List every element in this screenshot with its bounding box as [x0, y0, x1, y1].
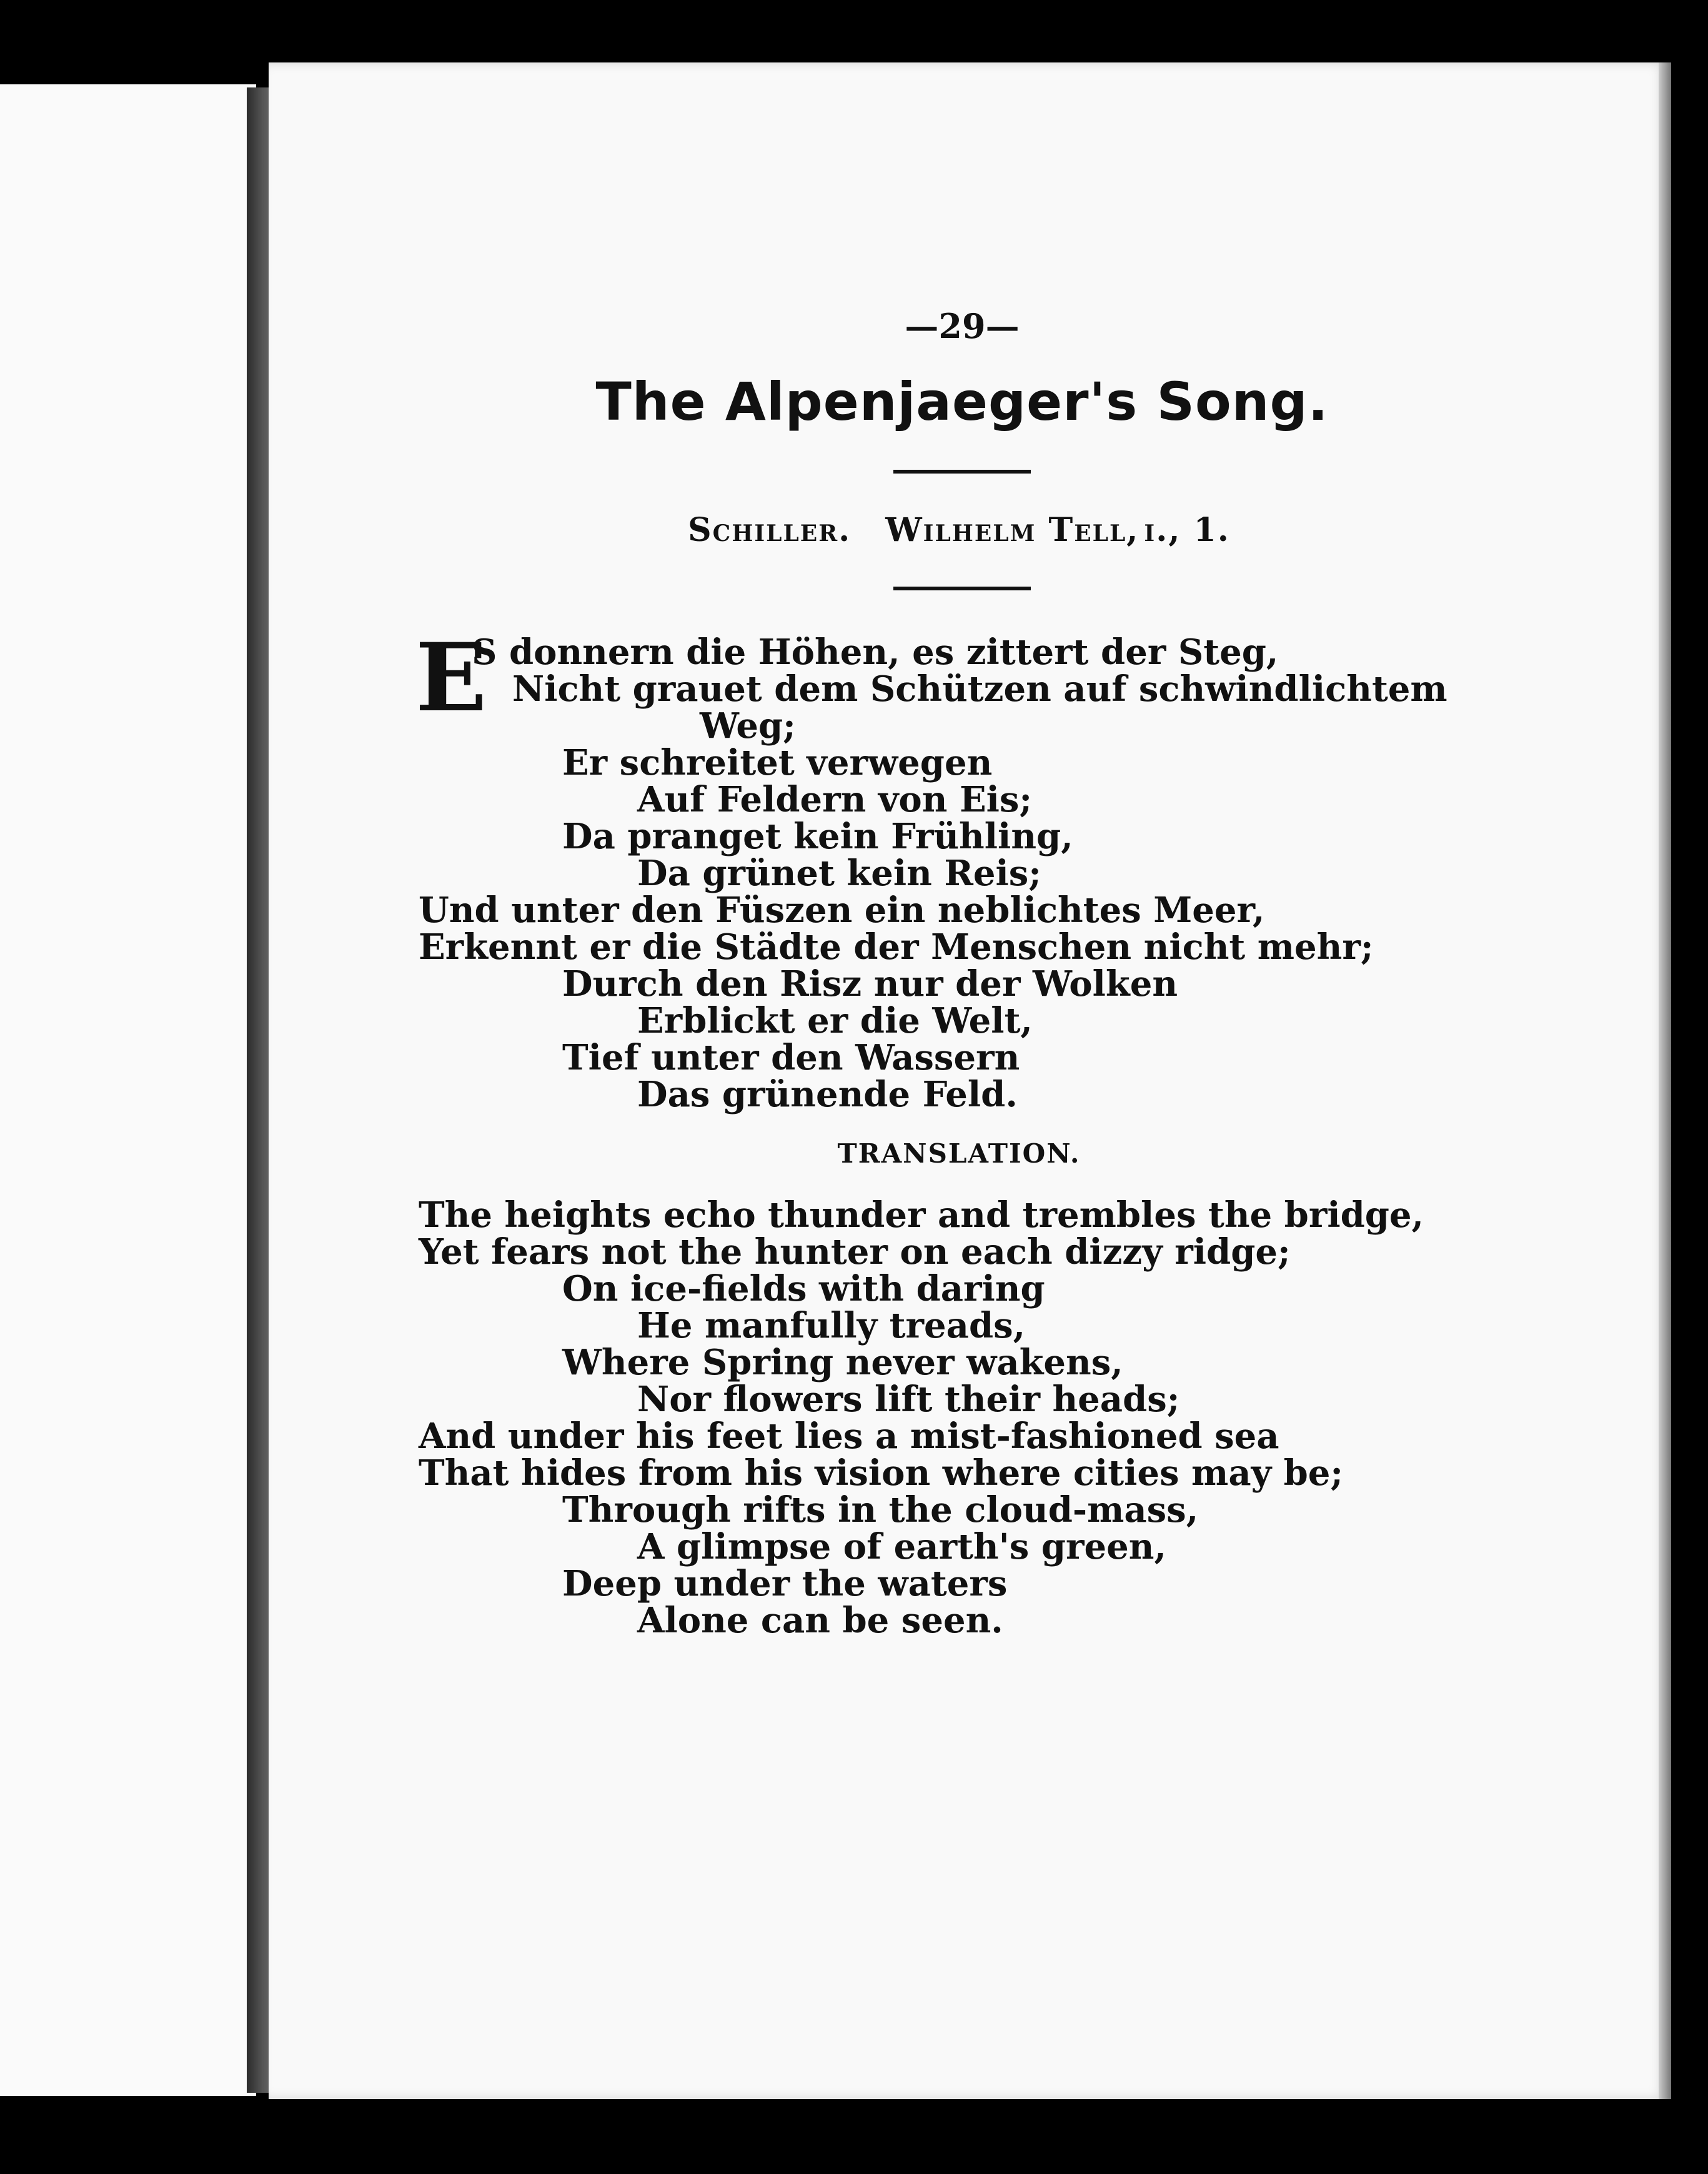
translation-heading: TRANSLATION. [837, 1138, 1081, 1169]
poem-line: Da grünet kein Reis; [637, 853, 1041, 894]
poem-line: The heights echo thunder and trembles the bridge, [419, 1194, 1424, 1236]
poem-line: Nicht grauet dem Schützen auf schwindlichtem [512, 668, 1447, 710]
poem-line: He manfully treads, [637, 1305, 1026, 1346]
german-poem [406, 623, 1468, 1115]
poem-line: Er schreitet verwegen [562, 742, 993, 783]
poem-line: S donnern die Höhen, es zittert der Steg, [472, 632, 1279, 673]
poem-line: Durch den Risz nur der Wolken [562, 963, 1178, 1005]
drop-cap: E [415, 623, 487, 733]
poem-line: Erkennt er die Städte der Menschen nicht mehr; [419, 926, 1374, 968]
poem-line: Deep under the waters [562, 1563, 1008, 1604]
poem-line: On ice-fields with daring [562, 1268, 1045, 1309]
poem-line: Auf Feldern von Eis; [637, 779, 1033, 820]
poem-title: The Alpenjaeger's Song. [595, 371, 1329, 432]
title-rule [893, 470, 1031, 474]
page-number: —29— [905, 306, 1020, 346]
poem-line: Tief unter den Wassern [562, 1037, 1020, 1078]
poem-line: Erblickt er die Welt, [637, 1000, 1033, 1041]
poem-line: Through rifts in the cloud-mass, [562, 1489, 1199, 1531]
poem-line: A glimpse of earth's green, [637, 1526, 1166, 1567]
page-edge [1659, 62, 1671, 2099]
attribution [406, 511, 1468, 549]
poem-line: Das grünende Feld. [637, 1074, 1018, 1115]
author-name: Schiller. [688, 511, 852, 549]
page-content [406, 306, 1468, 1639]
poem-line: Weg; [700, 705, 796, 747]
poem-line: Und unter den Füszen ein neblichtes Meer, [419, 890, 1265, 931]
english-translation [406, 1194, 1468, 1641]
work-reference: i., 1. [1144, 511, 1230, 549]
poem-line: Yet fears not the hunter on each dizzy ridge; [419, 1231, 1291, 1273]
attribution-rule [893, 587, 1031, 590]
poem-line: And under his feet lies a mist-fashioned sea [419, 1416, 1279, 1457]
poem-line: Nor flowers lift their heads; [637, 1379, 1180, 1420]
poem-line: Alone can be seen. [637, 1600, 1003, 1641]
poem-line: Da pranget kein Frühling, [562, 816, 1073, 857]
left-page [0, 84, 256, 2096]
poem-line: Where Spring never wakens, [562, 1342, 1123, 1383]
work-title: Wilhelm Tell, [885, 511, 1139, 549]
poem-line: That hides from his vision where cities may be; [419, 1452, 1344, 1494]
